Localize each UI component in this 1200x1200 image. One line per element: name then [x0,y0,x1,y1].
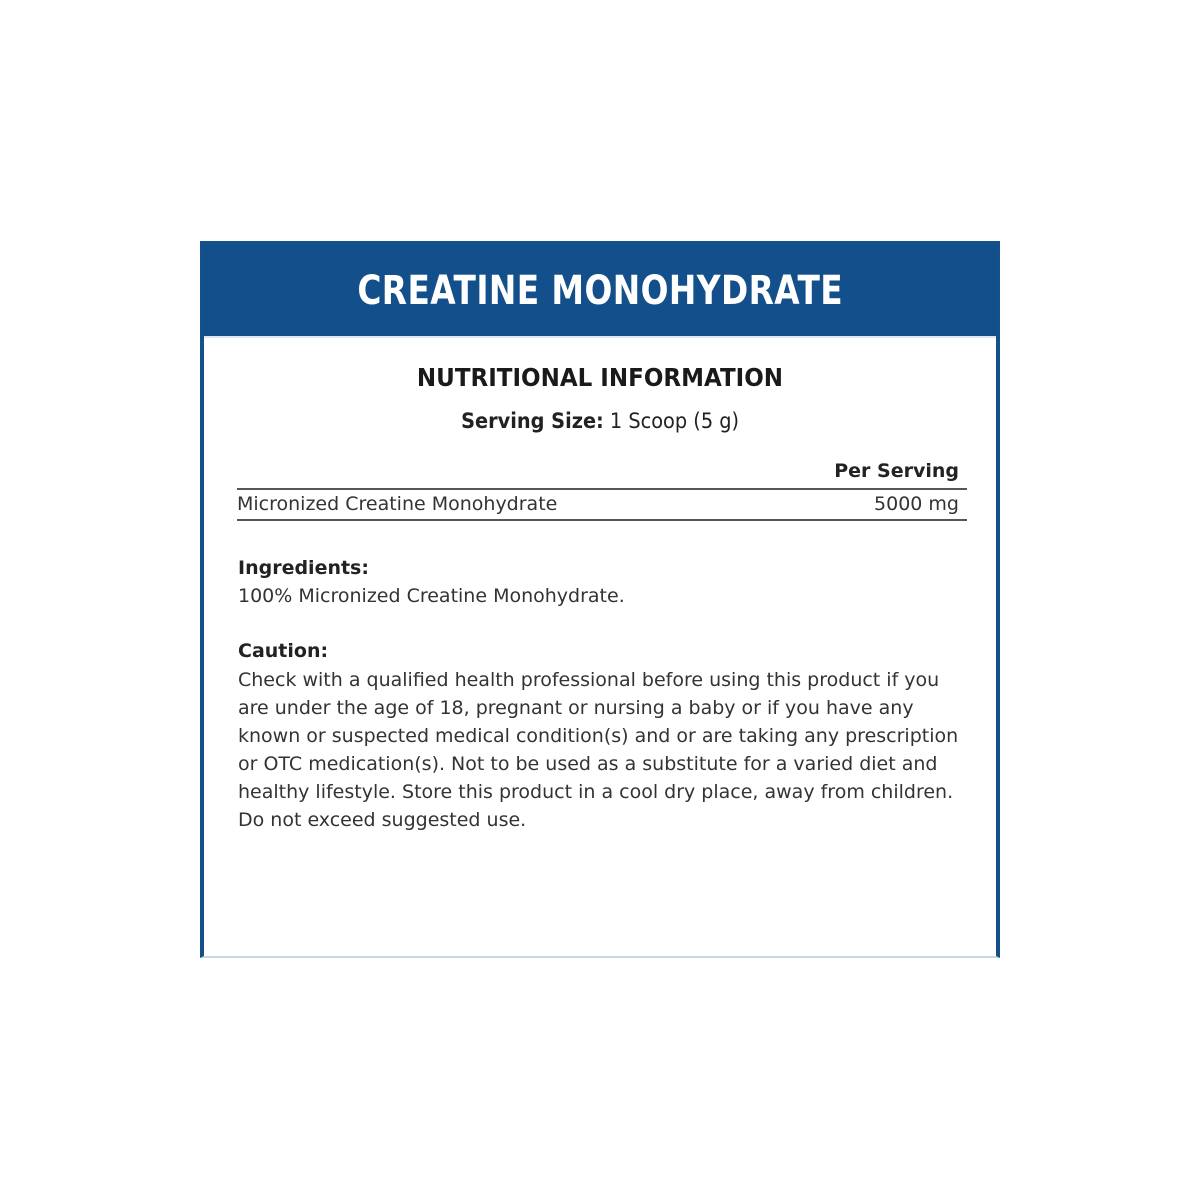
serving-size-value: 1 Scoop (5 g) [603,409,739,433]
per-serving-header: Per Serving [834,460,959,482]
serving-size-line [461,409,739,433]
panel-header [204,245,996,338]
serving-size [204,409,996,433]
ingredients-text: 100% Micronized Creatine Monohydrate. [238,585,625,607]
table-bottom-rule [237,519,967,521]
nutrient-value: 5000 mg [874,493,959,515]
table-top-rule [237,488,967,490]
caution-text: Check with a qualified health professional before using this product if you are under the age of 18, pregnant or nursing a baby or if you have any known or suspected medical condition(s) and or are taking any prescription or OTC medication(s). Not to be used as a substitute for a varied diet and healthy lifestyle. Store this product in a cool dry place, away from children. Do not exceed suggested use. [238,669,959,831]
ingredients-heading: Ingredients: [238,557,369,579]
serving-size-label: Serving Size: [461,409,604,433]
nutrient-name: Micronized Creatine Monohydrate [237,493,558,515]
nutrition-panel [200,241,1000,958]
product-title: CREATINE MONOHYDRATE [357,267,843,314]
nutrition-heading [204,363,996,392]
caution-heading: Caution: [238,640,329,662]
nutrition-heading-text: NUTRITIONAL INFORMATION [416,363,784,392]
